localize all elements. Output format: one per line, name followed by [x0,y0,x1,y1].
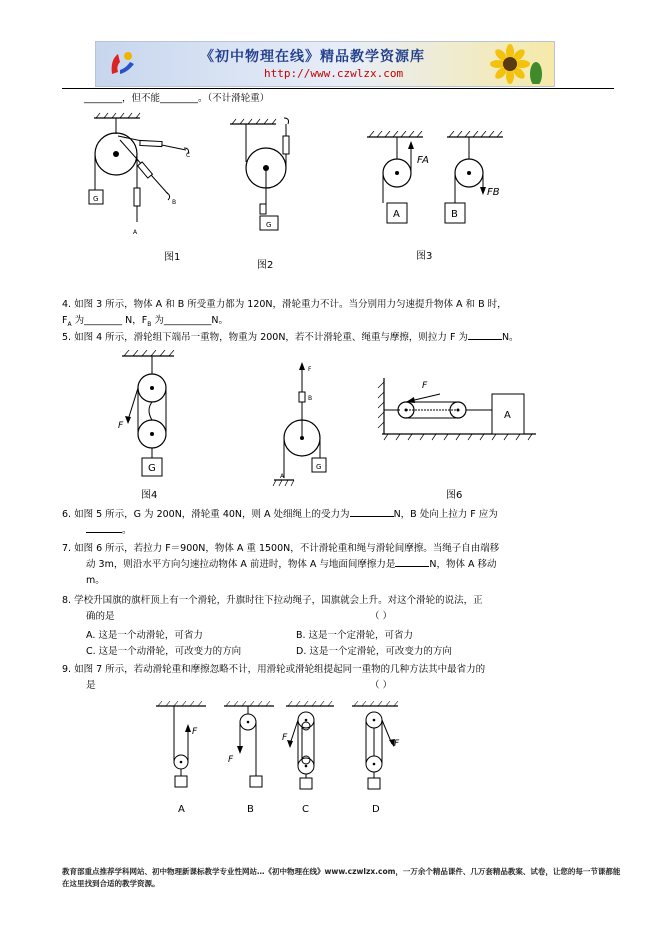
fig3-label-fa: FA [417,155,430,166]
fig3-label-b: B [451,209,458,220]
caption-fig4: 图4 [141,490,158,501]
fig7-caption-a: A [178,804,185,815]
question-6-cont: 。 [86,524,132,537]
fig1-label-c: C [186,152,191,159]
fig7b-label-f: F [228,755,234,765]
question-9-line2: 是 [86,680,96,691]
fig7-caption-c: C [302,804,309,815]
question-6: 6. 如图 5 所示，G 为 200N，滑轮重 40N，则 A 处细绳上的受力为 N，B 处向上拉力 F 应为 [62,509,498,520]
fig5-label-b: B [308,395,313,402]
option-8c: C. 这是一个动滑轮，可改变力的方向 [86,646,242,657]
figure-6 [378,374,538,444]
fig1-label-g: G [93,195,99,203]
figure-3 [365,123,515,228]
fig1-label-b: B [172,199,177,206]
question-7-line1: 7. 如图 6 所示，若拉力 F＝900N，物体 A 重 1500N，不计滑轮重和绳与滑轮间摩擦。当绳子自由端移 [62,543,500,554]
fig3-label-a: A [393,209,400,220]
option-8b: B. 这是一个定滑轮，可省力 [296,630,414,641]
fig7a-label-f: F [192,727,198,737]
question-5: 5. 如图 4 所示，滑轮组下端吊一重物，物重为 200N，若不计滑轮重、绳重与摩擦，则拉力 F 为 N。 [62,332,519,343]
figure-2 [226,116,306,244]
question-8-line2: 确的是 [86,611,115,622]
option-8d: D. 这是一个定滑轮，可改变力的方向 [296,646,452,657]
fig7-caption-d: D [372,804,380,815]
question-9-answer: （ ） [370,680,393,691]
footer-text: 教育部重点推荐学科网站、初中物理新课标教学专业性网站…《初中物理在线》www.czwlzx.com，一万余个精品课件、几万套精品教案、试卷，让您的每一节课都能在这里找到合适的教学资源。 [62,867,621,888]
fig6-label-a: A [504,410,511,421]
fig5-label-a: A [280,473,285,480]
fig2-label-g: G [266,221,272,229]
fig6-label-f: F [422,381,428,391]
fill-line-top: ________，但不能________。（不计滑轮重） [84,93,270,104]
question-4-line2: $F_A$ 为________ N，$F_B$ 为__________N。 [62,315,228,328]
fig7c-label-f: F [282,733,288,743]
figure-1 [86,112,196,247]
fig7-option-d [352,701,400,789]
fig3-label-fb: FB [487,187,500,198]
option-8a: A. 这是一个动滑轮，可省力 [86,630,203,641]
caption-fig2: 图2 [257,260,274,271]
site-logo-icon [108,50,136,78]
figure-5 [272,362,334,490]
fig7-caption-b: B [247,804,254,815]
fig7d-label-f: F [394,739,400,749]
question-7-line2: 动 3m，则沿水平方向匀速拉动物体 A 前进时，物体 A 与地面间摩擦力是 N，物体 A 移动 [86,559,497,570]
question-8-line1: 8. 学校升国旗的旗杆顶上有一个滑轮，升旗时往下拉动绳子，国旗就会上升。对这个滑轮的说法，正 [62,595,483,606]
fig1-label-a: A [133,229,138,236]
caption-fig6: 图6 [446,490,463,501]
question-7-line3: m。 [86,575,105,586]
caption-fig1: 图1 [164,252,181,263]
fig4-label-g: G [148,463,156,474]
question-4-line1: 4. 如图 3 所示，物体 A 和 B 所受重力都为 120N，滑轮重力不计。当分别用力匀速提升物体 A 和 B 时， [62,299,507,310]
fig4-label-f: F [118,421,124,431]
caption-fig3: 图3 [416,251,433,262]
question-8-answer: （ ） [370,611,393,622]
header-url[interactable]: http://www.czwlzx.com [264,67,404,80]
fig7-option-b [224,701,274,787]
question-9-line1: 9. 如图 7 所示，若动滑轮重和摩擦忽略不计，用滑轮或滑轮组提起同一重物的几种方法其中最省力的 [62,664,486,675]
fig5-label-f: F [308,366,312,373]
fig7-option-c [282,701,334,789]
figure-4 [116,350,186,480]
header-rule [62,88,614,89]
header-banner [95,41,555,87]
sunflower-icon [488,44,548,84]
fig7-option-a [156,701,206,787]
fig5-label-g: G [316,463,322,471]
header-title: 《初中物理在线》精品教学资源库 [200,49,425,65]
